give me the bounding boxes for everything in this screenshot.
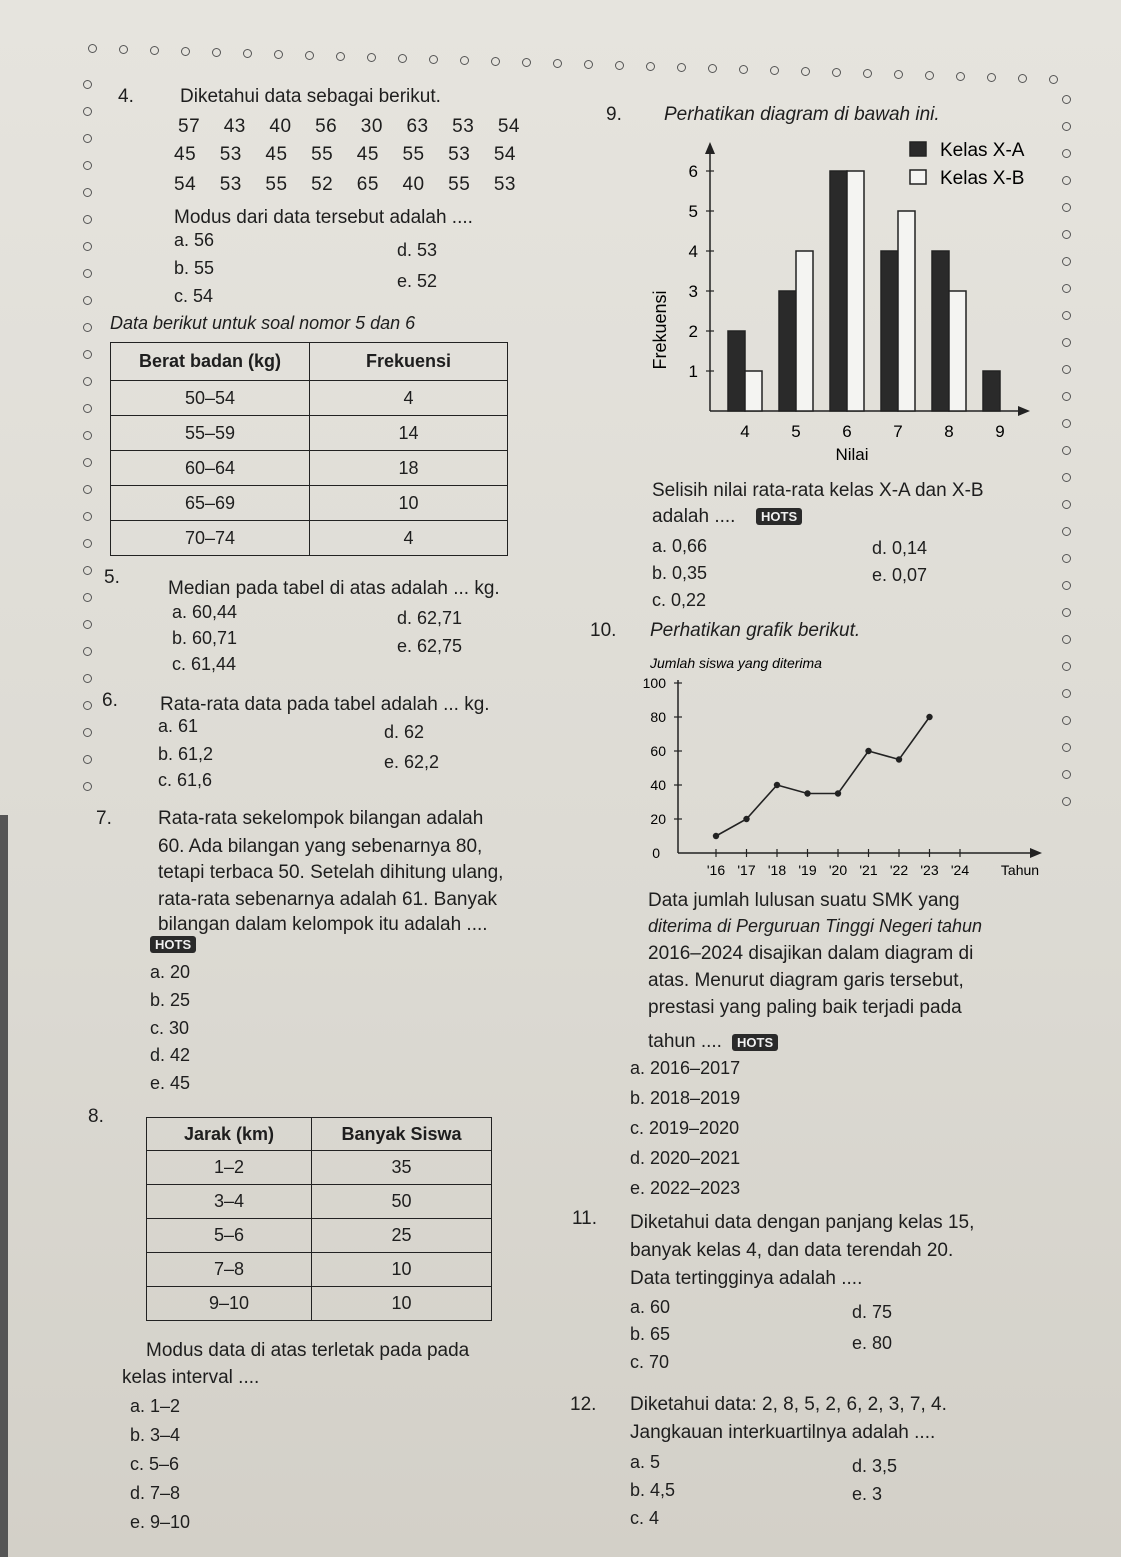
bar bbox=[796, 251, 813, 411]
x-axis-arrow-icon bbox=[1018, 406, 1030, 416]
q12-option-e[interactable]: e. 3 bbox=[852, 1484, 883, 1504]
q11-line-1: Diketahui data dengan panjang kelas 15, bbox=[630, 1212, 975, 1233]
q7-hots-badge: HOTS bbox=[150, 936, 196, 953]
y-tick-label: 2 bbox=[688, 322, 698, 341]
binding-ring bbox=[88, 44, 97, 53]
binding-ring bbox=[83, 782, 92, 791]
binding-ring bbox=[1062, 365, 1071, 374]
q7-line-1: Rata-rata sekelompok bilangan adalah bbox=[158, 808, 484, 829]
q10-number: 10. bbox=[590, 620, 617, 641]
binding-ring bbox=[83, 512, 92, 521]
q5-option-e[interactable]: e. 62,75 bbox=[397, 636, 463, 656]
q8-option-a[interactable]: a. 1–2 bbox=[130, 1396, 181, 1416]
x-tick-label: 9 bbox=[995, 422, 1005, 441]
y-tick-label: 60 bbox=[650, 743, 666, 759]
binding-ring bbox=[1062, 527, 1071, 536]
q4-option-a[interactable]: a. 56 bbox=[174, 230, 215, 250]
q7-line-4: rata-rata sebenarnya adalah 61. Banyak bbox=[158, 889, 498, 910]
q7-option-b[interactable]: b. 25 bbox=[150, 990, 191, 1010]
binding-ring bbox=[1062, 257, 1071, 266]
binding-ring bbox=[1018, 74, 1027, 83]
binding-ring bbox=[460, 56, 469, 65]
binding-ring bbox=[956, 72, 965, 81]
q7-line-5: bilangan dalam kelompok itu adalah .... bbox=[158, 914, 488, 935]
q4-option-d[interactable]: d. 53 bbox=[397, 240, 438, 260]
bar bbox=[728, 331, 745, 411]
q11-number: 11. bbox=[572, 1208, 598, 1229]
binding-ring bbox=[1062, 662, 1071, 671]
q10-option-a[interactable]: a. 2016–2017 bbox=[630, 1058, 741, 1078]
binding-ring bbox=[1062, 95, 1071, 104]
q4-question: Modus dari data tersebut adalah .... bbox=[174, 207, 473, 228]
binding-ring bbox=[1062, 338, 1071, 347]
data-point bbox=[865, 748, 871, 754]
q10-option-b[interactable]: b. 2018–2019 bbox=[630, 1088, 741, 1108]
x-tick-label: '22 bbox=[889, 862, 909, 878]
table-cell: 5–6 bbox=[147, 1219, 312, 1253]
binding-ring bbox=[1062, 446, 1071, 455]
line-chart bbox=[620, 640, 1050, 890]
q5-option-d[interactable]: d. 62,71 bbox=[397, 608, 463, 628]
data-point bbox=[774, 782, 780, 788]
q12-option-b[interactable]: b. 4,5 bbox=[630, 1480, 676, 1500]
q8-line-1: Modus data di atas terletak pada pada bbox=[146, 1340, 470, 1361]
q8-option-d[interactable]: d. 7–8 bbox=[130, 1483, 181, 1503]
q7-number: 7. bbox=[96, 808, 112, 829]
line-chart-title: Jumlah siswa yang diterima bbox=[650, 655, 822, 671]
legend-label: Kelas X-A bbox=[940, 140, 1025, 161]
legend-swatch bbox=[910, 142, 926, 156]
q6-option-d[interactable]: d. 62 bbox=[384, 722, 425, 742]
data-point bbox=[804, 790, 810, 796]
binding-ring bbox=[1062, 311, 1071, 320]
binding-ring bbox=[987, 73, 996, 82]
table-cell: 14 bbox=[310, 416, 508, 451]
q5-number: 5. bbox=[104, 567, 120, 588]
q9-option-a[interactable]: a. 0,66 bbox=[652, 536, 708, 556]
y-tick-label: 20 bbox=[650, 811, 666, 827]
binding-ring bbox=[770, 66, 779, 75]
x-tick-label: '19 bbox=[798, 862, 817, 878]
binding-ring bbox=[1062, 203, 1071, 212]
q10-line-3: 2016–2024 disajikan dalam diagram di bbox=[648, 943, 974, 964]
y-tick-label: 100 bbox=[642, 675, 666, 691]
x-tick-label: '17 bbox=[737, 862, 756, 878]
q11-option-d[interactable]: d. 75 bbox=[852, 1302, 893, 1322]
binding-ring bbox=[708, 64, 717, 73]
q6-option-c[interactable]: c. 61,6 bbox=[158, 770, 213, 790]
q9-line-1: Selisih nilai rata-rata kelas X-A dan X-B bbox=[652, 480, 984, 501]
binding-ring bbox=[1062, 392, 1071, 401]
binding-ring bbox=[1062, 149, 1071, 158]
binding-ring bbox=[646, 62, 655, 71]
binding-ring bbox=[863, 69, 872, 78]
header-distance: Jarak (km) bbox=[147, 1118, 312, 1151]
q12-option-d[interactable]: d. 3,5 bbox=[852, 1456, 898, 1476]
binding-ring bbox=[83, 485, 92, 494]
legend-swatch bbox=[910, 170, 926, 184]
binding-ring bbox=[83, 188, 92, 197]
y-tick-label: 80 bbox=[650, 709, 666, 725]
q6-option-a[interactable]: a. 61 bbox=[158, 716, 199, 736]
bar bbox=[779, 291, 796, 411]
q9-text: Perhatikan diagram di bawah ini. bbox=[664, 104, 940, 125]
x-tick-label: '21 bbox=[859, 862, 878, 878]
q7-option-d[interactable]: d. 42 bbox=[150, 1045, 191, 1065]
q6-text: Rata-rata data pada tabel adalah ... kg. bbox=[160, 694, 490, 715]
binding-ring bbox=[83, 566, 92, 575]
y-axis-arrow-icon bbox=[705, 142, 715, 154]
x-tick-label: '24 bbox=[950, 862, 970, 878]
q9-option-c[interactable]: c. 0,22 bbox=[652, 590, 707, 610]
binding-ring bbox=[739, 65, 748, 74]
q9-number: 9. bbox=[606, 104, 622, 125]
bar bbox=[830, 171, 847, 411]
binding-ring bbox=[83, 539, 92, 548]
binding-ring bbox=[1062, 743, 1071, 752]
binding-ring bbox=[1062, 419, 1071, 428]
y-tick-label: 3 bbox=[688, 282, 698, 301]
table-cell: 60–64 bbox=[111, 451, 310, 486]
bar bbox=[898, 211, 915, 411]
q4-option-e[interactable]: e. 52 bbox=[397, 271, 438, 291]
q12-option-c[interactable]: c. 4 bbox=[630, 1508, 660, 1528]
q10-line-4: atas. Menurut diagram garis tersebut, bbox=[648, 970, 964, 991]
binding-ring bbox=[119, 45, 128, 54]
x-tick-label: 5 bbox=[791, 422, 801, 441]
data-point bbox=[835, 790, 841, 796]
q7-option-a[interactable]: a. 20 bbox=[150, 962, 191, 982]
data-point bbox=[926, 714, 932, 720]
binding-ring bbox=[83, 323, 92, 332]
q11-option-e[interactable]: e. 80 bbox=[852, 1333, 893, 1353]
q6-number: 6. bbox=[102, 690, 118, 711]
table-cell: 50–54 bbox=[111, 381, 310, 416]
q11-line-3: Data tertingginya adalah .... bbox=[630, 1268, 863, 1289]
binding-ring bbox=[1062, 473, 1071, 482]
binding-ring bbox=[243, 49, 252, 58]
q11-option-a[interactable]: a. 60 bbox=[630, 1297, 671, 1317]
table-cell: 55–59 bbox=[111, 416, 310, 451]
data-point bbox=[896, 756, 902, 762]
binding-ring bbox=[1062, 581, 1071, 590]
table-cell: 9–10 bbox=[147, 1287, 312, 1321]
x-axis-label: Nilai bbox=[835, 445, 869, 464]
binding-ring bbox=[274, 50, 283, 59]
binding-ring bbox=[1062, 176, 1071, 185]
binding-ring bbox=[1062, 797, 1071, 806]
q11-option-b[interactable]: b. 65 bbox=[630, 1324, 671, 1344]
x-tick-label: '20 bbox=[828, 862, 848, 878]
binding-ring bbox=[83, 296, 92, 305]
binding-ring bbox=[1062, 230, 1071, 239]
bar bbox=[881, 251, 898, 411]
q12-option-a[interactable]: a. 5 bbox=[630, 1452, 661, 1472]
binding-ring bbox=[1062, 689, 1071, 698]
q4-row-2: 45 53 45 55 45 55 53 54 bbox=[174, 144, 516, 165]
binding-ring bbox=[398, 54, 407, 63]
binding-ring bbox=[83, 728, 92, 737]
binding-ring bbox=[83, 458, 92, 467]
table-cell: 25 bbox=[312, 1219, 492, 1253]
bar-chart bbox=[640, 130, 1060, 470]
bar bbox=[745, 371, 762, 411]
binding-ring bbox=[615, 61, 624, 70]
x-tick-label: 6 bbox=[842, 422, 852, 441]
binding-ring bbox=[181, 47, 190, 56]
q9-line-2: adalah .... bbox=[652, 506, 736, 527]
binding-ring bbox=[83, 674, 92, 683]
binding-ring bbox=[83, 80, 92, 89]
x-tick-label: '23 bbox=[920, 862, 939, 878]
binding-ring bbox=[677, 63, 686, 72]
table-cell: 18 bbox=[310, 451, 508, 486]
weight-frequency-table bbox=[110, 342, 508, 556]
q5-option-b[interactable]: b. 60,71 bbox=[172, 628, 238, 648]
binding-ring bbox=[1062, 770, 1071, 779]
binding-ring bbox=[894, 70, 903, 79]
table-cell: 4 bbox=[310, 381, 508, 416]
y-axis-label: Frekuensi bbox=[650, 290, 670, 370]
binding-ring bbox=[83, 431, 92, 440]
x-axis-label: Tahun bbox=[1000, 862, 1040, 878]
binding-ring bbox=[832, 68, 841, 77]
q4-option-b[interactable]: b. 55 bbox=[174, 258, 215, 278]
q11-line-2: banyak kelas 4, dan data terendah 20. bbox=[630, 1240, 954, 1261]
q5-option-a[interactable]: a. 60,44 bbox=[172, 602, 238, 622]
q10-line-1: Data jumlah lulusan suatu SMK yang bbox=[648, 890, 960, 911]
table-intro: Data berikut untuk soal nomor 5 dan 6 bbox=[110, 313, 416, 333]
binding-ring bbox=[367, 53, 376, 62]
x-axis-arrow-icon bbox=[1030, 848, 1042, 858]
table-cell: 4 bbox=[310, 521, 508, 556]
q8-number: 8. bbox=[88, 1106, 104, 1127]
binding-ring bbox=[83, 107, 92, 116]
y-tick-label: 5 bbox=[688, 202, 698, 221]
q4-number: 4. bbox=[118, 86, 134, 107]
binding-ring bbox=[83, 701, 92, 710]
binding-ring bbox=[83, 161, 92, 170]
q11-option-c[interactable]: c. 70 bbox=[630, 1352, 670, 1372]
q9-hots-badge: HOTS bbox=[756, 508, 802, 525]
binding-ring bbox=[83, 134, 92, 143]
table-cell: 3–4 bbox=[147, 1185, 312, 1219]
q4-text: Diketahui data sebagai berikut. bbox=[180, 86, 441, 107]
q10-line-5: prestasi yang paling baik terjadi pada bbox=[648, 997, 962, 1018]
binding-ring bbox=[83, 242, 92, 251]
bar bbox=[983, 371, 1000, 411]
binding-ring bbox=[83, 593, 92, 602]
q12-line-1: Diketahui data: 2, 8, 5, 2, 6, 2, 3, 7, 4. bbox=[630, 1394, 947, 1415]
header-frequency: Frekuensi bbox=[310, 343, 508, 381]
x-tick-label: '16 bbox=[706, 862, 726, 878]
q10-hots-badge: HOTS bbox=[732, 1034, 778, 1051]
q8-option-b[interactable]: b. 3–4 bbox=[130, 1425, 181, 1445]
table-cell: 65–69 bbox=[111, 486, 310, 521]
q4-option-c[interactable]: c. 54 bbox=[174, 286, 214, 306]
y-tick-label: 6 bbox=[688, 162, 698, 181]
y-tick-label: 1 bbox=[688, 362, 698, 381]
q10-line-6: tahun .... bbox=[648, 1031, 722, 1052]
q5-option-c[interactable]: c. 61,44 bbox=[172, 654, 237, 674]
q7-line-2: 60. Ada bilangan yang sebenarnya 80, bbox=[158, 836, 483, 857]
q4-row-3: 54 53 55 52 65 40 55 53 bbox=[174, 174, 516, 195]
table-cell: 35 bbox=[312, 1151, 492, 1185]
q6-option-b[interactable]: b. 61,2 bbox=[158, 744, 214, 764]
binding-ring bbox=[1062, 716, 1071, 725]
q9-option-b[interactable]: b. 0,35 bbox=[652, 563, 708, 583]
table-cell: 50 bbox=[312, 1185, 492, 1219]
binding-ring bbox=[83, 404, 92, 413]
table-cell: 10 bbox=[310, 486, 508, 521]
table-cell: 70–74 bbox=[111, 521, 310, 556]
table-cell: 7–8 bbox=[147, 1253, 312, 1287]
q8-option-e[interactable]: e. 9–10 bbox=[130, 1512, 191, 1532]
bar bbox=[932, 251, 949, 411]
table-cell: 1–2 bbox=[147, 1151, 312, 1185]
header-weight: Berat badan (kg) bbox=[111, 343, 310, 381]
y-tick-label: 4 bbox=[688, 242, 698, 261]
legend-label: Kelas X-B bbox=[940, 168, 1025, 189]
x-tick-label: 7 bbox=[893, 422, 903, 441]
q7-line-3: tetapi terbaca 50. Setelah dihitung ulang, bbox=[158, 862, 504, 883]
binding-ring bbox=[1062, 635, 1071, 644]
q8-option-c[interactable]: c. 5–6 bbox=[130, 1454, 180, 1474]
q12-number: 12. bbox=[570, 1394, 597, 1415]
binding-ring bbox=[1049, 75, 1058, 84]
y-tick-label: 40 bbox=[650, 777, 666, 793]
q6-option-e[interactable]: e. 62,2 bbox=[384, 752, 440, 772]
q10-text: Perhatikan grafik berikut. bbox=[650, 620, 861, 641]
q10-option-d[interactable]: d. 2020–2021 bbox=[630, 1148, 741, 1168]
binding-ring bbox=[584, 60, 593, 69]
q9-option-e[interactable]: e. 0,07 bbox=[872, 565, 928, 585]
bar bbox=[847, 171, 864, 411]
binding-ring bbox=[1062, 500, 1071, 509]
binding-ring bbox=[801, 67, 810, 76]
table-cell: 10 bbox=[312, 1253, 492, 1287]
binding-ring bbox=[83, 215, 92, 224]
binding-ring bbox=[212, 48, 221, 57]
q4-row-1: 57 43 40 56 30 63 53 54 bbox=[178, 116, 520, 137]
header-students: Banyak Siswa bbox=[312, 1118, 492, 1151]
binding-ring bbox=[925, 71, 934, 80]
binding-ring bbox=[83, 350, 92, 359]
q9-option-d[interactable]: d. 0,14 bbox=[872, 538, 928, 558]
data-point bbox=[713, 833, 719, 839]
binding-ring bbox=[1062, 554, 1071, 563]
binding-ring bbox=[1062, 122, 1071, 131]
q5-text: Median pada tabel di atas adalah ... kg. bbox=[168, 578, 500, 599]
x-tick-label: '18 bbox=[767, 862, 787, 878]
binding-rail bbox=[0, 815, 8, 1557]
data-point bbox=[743, 816, 749, 822]
q10-line-2: diterima di Perguruan Tinggi Negeri tahun bbox=[648, 916, 983, 936]
q8-line-2: kelas interval .... bbox=[122, 1367, 260, 1388]
binding-ring bbox=[491, 57, 500, 66]
q10-option-c[interactable]: c. 2019–2020 bbox=[630, 1118, 740, 1138]
q10-option-e[interactable]: e. 2022–2023 bbox=[630, 1178, 741, 1198]
binding-ring bbox=[150, 46, 159, 55]
binding-ring bbox=[429, 55, 438, 64]
q7-option-e[interactable]: e. 45 bbox=[150, 1073, 191, 1093]
binding-ring bbox=[83, 620, 92, 629]
table-cell: 10 bbox=[312, 1287, 492, 1321]
binding-ring bbox=[305, 51, 314, 60]
binding-ring bbox=[553, 59, 562, 68]
x-tick-label: 4 bbox=[740, 422, 750, 441]
x-tick-label: 8 bbox=[944, 422, 954, 441]
y-tick-label: 0 bbox=[652, 845, 660, 861]
binding-ring bbox=[83, 647, 92, 656]
binding-ring bbox=[83, 269, 92, 278]
q12-line-2: Jangkauan interkuartilnya adalah .... bbox=[630, 1422, 936, 1443]
binding-ring bbox=[83, 755, 92, 764]
binding-ring bbox=[83, 377, 92, 386]
distance-students-table bbox=[146, 1117, 492, 1321]
binding-ring bbox=[1062, 608, 1071, 617]
bar bbox=[949, 291, 966, 411]
binding-ring bbox=[336, 52, 345, 61]
binding-ring bbox=[522, 58, 531, 67]
binding-ring bbox=[1062, 284, 1071, 293]
q7-option-c[interactable]: c. 30 bbox=[150, 1018, 190, 1038]
